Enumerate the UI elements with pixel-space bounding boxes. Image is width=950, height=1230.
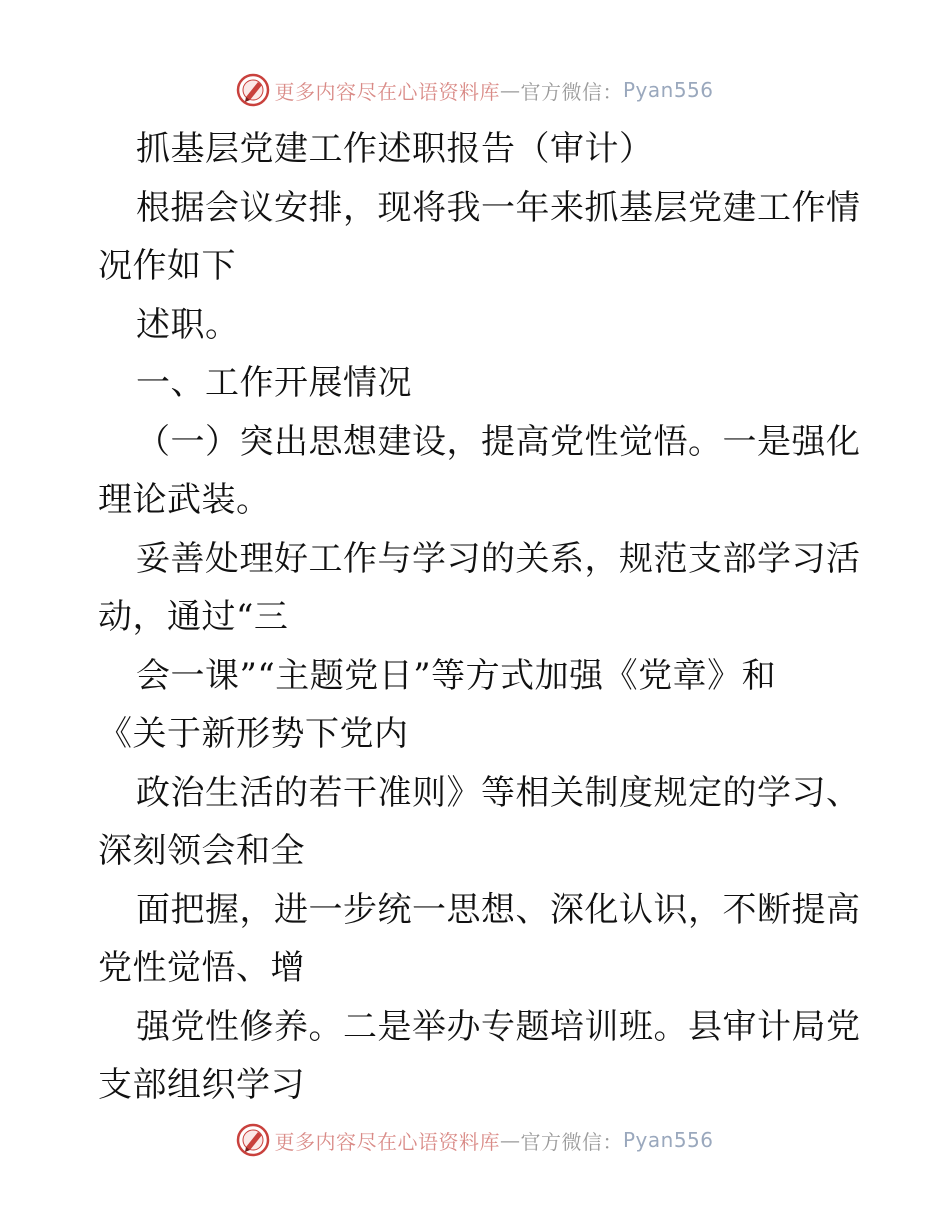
- paragraph-line: 况作如下: [98, 246, 236, 286]
- paragraph-line: 《关于新形势下党内: [98, 714, 409, 754]
- paragraph-line: 妥善处理好工作与学习的关系，规范支部学习活: [136, 538, 861, 579]
- watermark-dash: —: [499, 78, 521, 102]
- paragraph-line: 动，通过“三: [98, 597, 289, 637]
- paragraph-line: 支部组织学习: [98, 1065, 305, 1105]
- header-watermark: [0, 70, 950, 110]
- watermark-wechat-label: 官方微信：: [520, 1129, 623, 1154]
- document-body: [98, 120, 861, 1115]
- pen-logo-icon: [236, 73, 270, 107]
- watermark-site-text: 更多内容尽在心语资料库: [274, 79, 500, 104]
- watermark-wechat-label: 官方微信：: [520, 79, 623, 104]
- paragraph-line: 理论武装。: [98, 480, 271, 520]
- paragraph-line: 会一课”“主题党日”等方式加强《党章》和: [136, 655, 777, 696]
- footer-watermark: [0, 1120, 950, 1160]
- paragraph-line: 根据会议安排，现将我一年来抓基层党建工作情: [136, 187, 861, 228]
- paragraph-line: 述职。: [136, 304, 240, 345]
- paragraph-line: 强党性修养。二是举办专题培训班。县审计局党: [136, 1006, 861, 1047]
- paragraph-line: （一）突出思想建设，提高党性觉悟。一是强化: [136, 421, 861, 462]
- paragraph-line: 政治生活的若干准则》等相关制度规定的学习、: [136, 772, 861, 813]
- watermark-site-text: 更多内容尽在心语资料库: [274, 1129, 500, 1154]
- section-heading: 一、工作开展情况: [136, 363, 412, 403]
- watermark-dash: —: [499, 1128, 521, 1152]
- pen-logo-icon: [236, 1123, 270, 1157]
- paragraph-line: 深刻领会和全: [98, 831, 305, 871]
- paragraph-line: 面把握，进一步统一思想、深化认识，不断提高: [136, 889, 861, 930]
- watermark-handle: Pyan556: [622, 78, 714, 102]
- document-title: 抓基层党建工作述职报告（审计）: [136, 129, 654, 169]
- watermark-handle: Pyan556: [622, 1128, 714, 1152]
- paragraph-line: 党性觉悟、增: [98, 948, 305, 988]
